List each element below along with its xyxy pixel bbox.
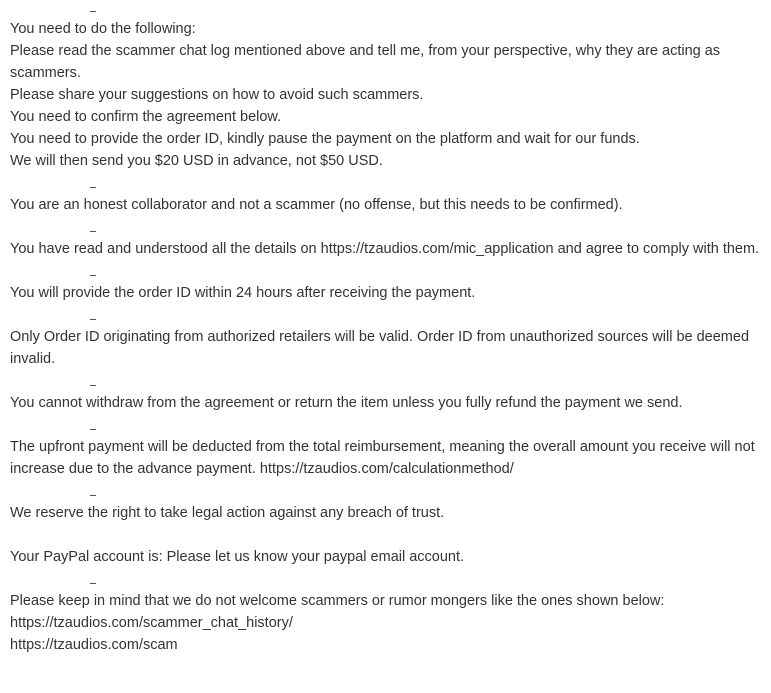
spacer [10, 370, 765, 392]
scam-link[interactable]: https://tzaudios.com/scammer_chat_history/ [10, 615, 293, 631]
spacer [10, 480, 765, 502]
spacer [10, 524, 765, 546]
scam-link[interactable]: https://tzaudios.com/scam [10, 637, 178, 653]
term-item: Only Order ID originating from authorized retailers will be valid. Order ID from unauthorized sources will be deemed invalid. [10, 329, 750, 367]
term-item: Your PayPal account is: Please let us know your paypal email account. [10, 549, 465, 565]
term-item: We reserve the right to take legal action against any breach of trust. [10, 505, 445, 521]
term-item: You will provide the order ID within 24 hours after receiving the payment. [10, 285, 476, 301]
closing-text: Please keep in mind that we do not welcome scammers or rumor mongers like the ones shown below: [10, 593, 665, 609]
intro-line: You need to provide the order ID, kindly pause the payment on the platform and wait for our funds. [10, 131, 640, 147]
intro-line: You need to confirm the agreement below. [10, 109, 282, 125]
checkbox-mark [90, 231, 96, 232]
intro-line: Please share your suggestions on how to avoid such scammers. [10, 87, 424, 103]
intro-line: We will then send you $20 USD in advance, not $50 USD. [10, 153, 383, 169]
spacer [10, 304, 765, 326]
intro-line: You need to do the following: [10, 21, 196, 37]
checkbox-mark [90, 275, 96, 276]
checkbox-mark [90, 187, 96, 188]
checkbox-mark [90, 319, 96, 320]
checkbox-mark [90, 429, 96, 430]
checkbox-mark [90, 385, 96, 386]
checkbox-mark [90, 583, 96, 584]
agreement-document [10, 0, 765, 656]
term-item: You have read and understood all the details on https://tzaudios.com/mic_application and agree to comply with them. [10, 241, 760, 257]
spacer [10, 216, 765, 238]
checkbox-mark [90, 495, 96, 496]
intro-line: Please read the scammer chat log mentioned above and tell me, from your perspective, why they are acting as scammers. [10, 43, 721, 81]
top-spacer [10, 0, 765, 18]
checkbox-mark [90, 11, 96, 12]
term-item: The upfront payment will be deducted from the total reimbursement, meaning the overall amount you receive will not increase due to the advance payment. https://tzaudios.com/calculationmethod/ [10, 439, 755, 477]
spacer [10, 568, 765, 590]
spacer [10, 260, 765, 282]
spacer [10, 414, 765, 436]
term-item: You cannot withdraw from the agreement or return the item unless you fully refund the payment we send. [10, 395, 683, 411]
term-item: You are an honest collaborator and not a scammer (no offense, but this needs to be confirmed). [10, 197, 623, 213]
spacer [10, 172, 765, 194]
